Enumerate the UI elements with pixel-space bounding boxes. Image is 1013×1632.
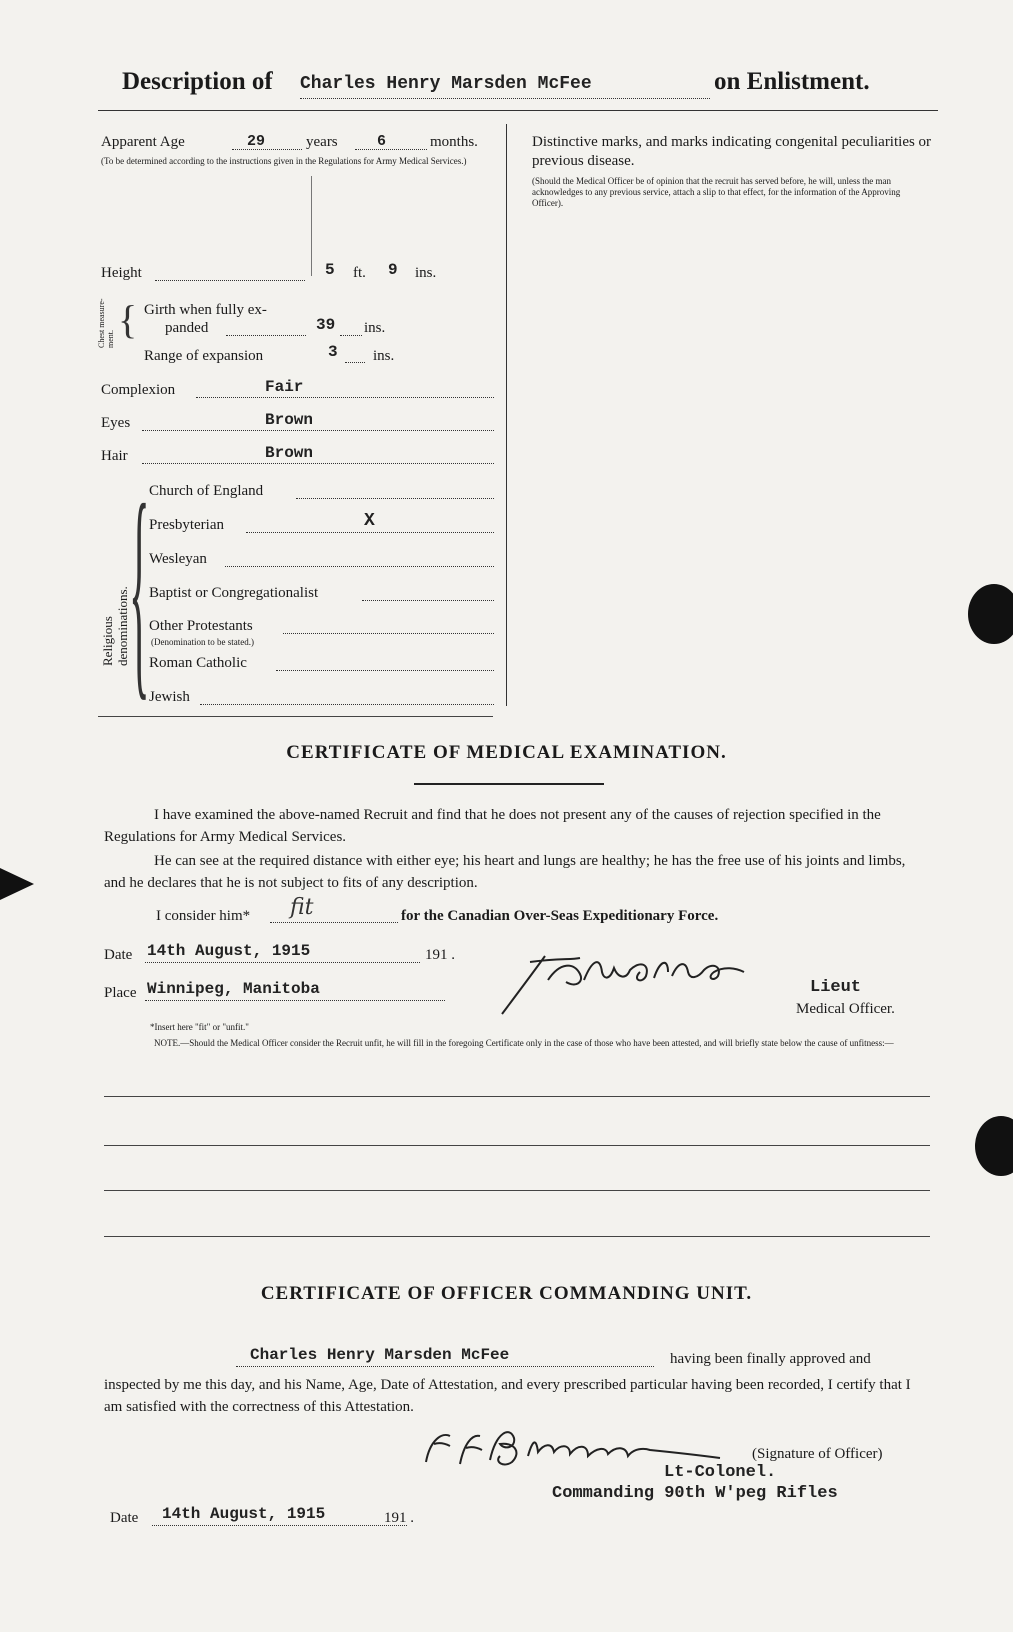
medical-date-value: 14th August, 1915 <box>147 942 311 960</box>
ins-label: ins. <box>415 265 437 281</box>
medical-officer-rank: Lieut <box>810 978 862 997</box>
age-months: 6 <box>377 133 387 150</box>
left-column-bottom-rule <box>98 716 493 717</box>
medical-date-label: Date <box>104 947 133 963</box>
medical-officer-title: Medical Officer. <box>796 1001 895 1017</box>
religion-wesleyan: Wesleyan <box>149 551 207 567</box>
commanding-unit: Commanding 90th W'peg Rifles <box>552 1484 838 1503</box>
age-years: 29 <box>247 133 266 150</box>
girth-unit: ins. <box>364 320 386 336</box>
hair-value: Brown <box>265 444 314 462</box>
medical-para-2: He can see at the required distance with either eye; his heart and lungs are healthy; he has the free use of his joints and limbs, and he declares that he is not subject to fits of any description. <box>104 853 906 891</box>
place-label: Place <box>104 985 137 1001</box>
consider-value: fit <box>290 895 314 920</box>
medical-heading: CERTIFICATE OF MEDICAL EXAMINATION. <box>286 742 727 763</box>
complexion-value: Fair <box>265 378 304 396</box>
religion-mark: X <box>364 511 375 531</box>
commanding-heading: CERTIFICATE OF OFFICER COMMANDING UNIT. <box>260 1283 753 1304</box>
medical-officer-signature <box>500 950 810 1018</box>
range-label: Range of expansion <box>144 348 264 364</box>
eyes-label: Eyes <box>101 415 131 431</box>
hair-label: Hair <box>101 448 128 464</box>
unfit-line-2 <box>104 1145 930 1146</box>
height-label: Height <box>101 265 142 281</box>
years-label: years <box>306 134 338 150</box>
range-value: 3 <box>328 343 338 361</box>
chest-brace: { <box>118 297 138 342</box>
column-divider <box>506 124 507 706</box>
eyes-value: Brown <box>265 411 314 429</box>
age-label: Apparent Age <box>101 134 185 150</box>
medical-date-suffix: 191 . <box>425 947 455 963</box>
name-underline <box>300 98 710 99</box>
girth-label-2: panded <box>165 320 209 336</box>
commanding-date-label: Date <box>110 1510 139 1526</box>
title-rule <box>98 110 938 111</box>
title-prefix: Description of <box>122 68 273 95</box>
unfit-line-3 <box>104 1190 930 1191</box>
girth-value: 39 <box>316 316 336 334</box>
religion-presbyterian: Presbyterian <box>149 517 224 533</box>
consider-prefix: I consider him* <box>156 908 251 924</box>
commanding-para-suffix: having been finally approved and <box>670 1351 871 1367</box>
signature-of-officer-label: (Signature of Officer) <box>752 1446 883 1462</box>
distinctive-marks-label: Distinctive marks, and marks indicating congenital peculiarities or previous disease. <box>532 134 932 169</box>
medical-para-1: I have examined the above-named Recruit and find that he does not present any of the causes of rejection specified in the Regulations for Army Medical Services. <box>104 807 881 845</box>
commanding-date-value: 14th August, 1915 <box>162 1505 326 1523</box>
unfit-line-1 <box>104 1096 930 1097</box>
binding-mark <box>0 868 34 900</box>
religion-other-note: (Denomination to be stated.) <box>151 637 254 647</box>
unfit-note: NOTE.—Should the Medical Officer consider the Recruit unfit, he will fill in the foregoing Certificate only in the case of those who have been attested, and will briefly state below the cause of unfitness:— <box>154 1038 894 1048</box>
commanding-rank: Lt-Colonel. <box>664 1463 777 1482</box>
commanding-para-rest: inspected by me this day, and his Name, Age, Date of Attestation, and every prescribed particular having been recorded, I certify that I am satisfied with the correctness of this Attestation. <box>104 1377 911 1415</box>
age-note: (To be determined according to the instructions given in the Regulations for Army Medical Services.) <box>101 156 467 166</box>
religion-jewish: Jewish <box>149 689 190 705</box>
religion-baptist: Baptist or Congregationalist <box>149 585 319 601</box>
complexion-label: Complexion <box>101 382 176 398</box>
religion-brace: { <box>129 457 150 720</box>
height-ft: 5 <box>325 261 335 279</box>
medical-heading-rule <box>414 783 604 785</box>
girth-label-1: Girth when fully ex- <box>144 302 267 318</box>
height-ins: 9 <box>388 261 398 279</box>
punch-hole-1 <box>968 584 1013 644</box>
commanding-date-suffix: 191 . <box>384 1510 414 1526</box>
religion-roman-catholic: Roman Catholic <box>149 655 247 671</box>
consider-suffix: for the Canadian Over-Seas Expeditionary Force. <box>401 908 719 924</box>
months-label: months. <box>430 134 478 150</box>
recruit-name: Charles Henry Marsden McFee <box>300 74 592 94</box>
religion-side-label: Religious denominations. <box>100 586 130 666</box>
distinctive-marks-note: (Should the Medical Officer be of opinion that the recruit has served before, he will, unless the man acknowledges to any previous service, attach a slip to that effect, for the information of the Approving Officer). <box>532 176 901 208</box>
chest-side-label: Chest measure-ment. <box>97 298 115 348</box>
range-unit: ins. <box>373 348 395 364</box>
unfit-line-4 <box>104 1236 930 1237</box>
place-value: Winnipeg, Manitoba <box>147 980 320 998</box>
insert-note: *Insert here "fit" or "unfit." <box>150 1022 249 1032</box>
title-suffix: on Enlistment. <box>714 68 870 95</box>
commanding-recruit-name: Charles Henry Marsden McFee <box>250 1346 510 1364</box>
religion-other-protestants: Other Protestants <box>149 618 253 634</box>
religion-church-of-england: Church of England <box>149 483 264 499</box>
ft-label: ft. <box>353 265 366 281</box>
punch-hole-2 <box>975 1116 1013 1176</box>
